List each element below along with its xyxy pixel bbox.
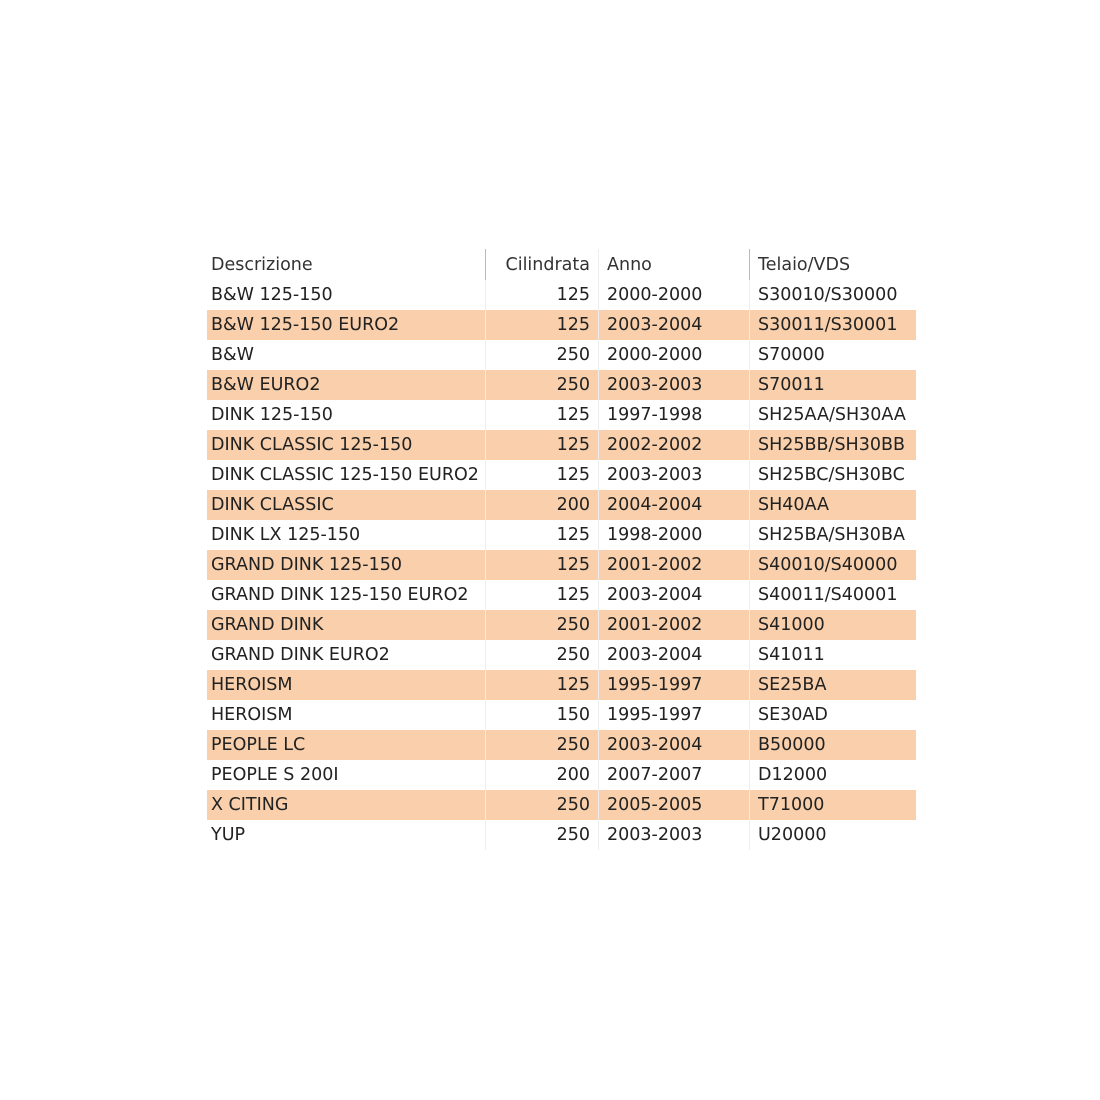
cell-telaio: S70000 [758,345,825,365]
cell-descrizione: GRAND DINK 125-150 EURO2 [207,580,486,610]
cell-cilindrata: 250 [486,370,599,400]
table-row[interactable] [207,400,916,430]
table-row[interactable] [207,460,916,490]
models-table [207,249,916,850]
cell-anno: 2002-2002 [599,430,750,460]
cell-telaio: S70011 [750,370,917,400]
cell-cilindrata: 250 [486,820,599,850]
cell-cilindrata: 250 [486,730,599,760]
table-row[interactable] [207,790,916,820]
col-header-cilindrata[interactable]: Cilindrata [486,249,599,280]
cell-descrizione: X CITING [207,790,486,820]
cell-cilindrata: 250 [486,610,599,640]
col-header-descrizione[interactable]: Descrizione [207,249,486,280]
cell-descrizione: DINK CLASSIC [207,490,486,520]
table-row[interactable] [207,820,916,850]
table-row[interactable] [207,490,916,520]
cell-descrizione: GRAND DINK EURO2 [207,640,486,670]
cell-anno: 1997-1998 [599,400,750,430]
cell-anno: 2003-2004 [599,730,750,760]
cell-cilindrata: 125 [486,460,599,490]
cell-cilindrata: 150 [486,700,599,730]
table-row[interactable] [207,700,916,730]
table-row[interactable] [207,520,916,550]
cell-telaio: S30011/S30001 [750,310,917,340]
cell-anno: 2003-2004 [599,310,750,340]
cell-telaio: SH25BB/SH30BB [750,430,917,460]
cell-anno: 2007-2007 [599,760,750,790]
cell-telaio: SH25BA/SH30BA [758,525,905,545]
cell-anno: 2001-2002 [599,610,750,640]
cell-anno: 2003-2004 [599,580,750,610]
cell-cilindrata: 125 [486,280,599,310]
cell-anno: 2003-2003 [599,370,750,400]
cell-descrizione: GRAND DINK [207,610,486,640]
table-row[interactable] [207,370,916,400]
cell-telaio: S40010/S40000 [750,550,917,580]
cell-anno: 2003-2003 [599,460,750,490]
cell-descrizione: DINK LX 125-150 [207,520,486,550]
cell-cilindrata: 125 [486,550,599,580]
cell-telaio: S40011/S40001 [758,585,898,605]
cell-cilindrata: 200 [486,760,599,790]
cell-cilindrata: 125 [486,310,599,340]
cell-descrizione: HEROISM [207,670,486,700]
cell-anno: 2005-2005 [599,790,750,820]
cell-anno: 2004-2004 [599,490,750,520]
cell-descrizione: B&W 125-150 EURO2 [207,310,486,340]
table-row[interactable] [207,670,916,700]
table-row[interactable] [207,730,916,760]
cell-telaio: B50000 [750,730,917,760]
cell-telaio: S41011 [758,645,825,665]
cell-descrizione: HEROISM [207,700,486,730]
cell-anno: 2003-2004 [599,640,750,670]
cell-cilindrata: 125 [486,520,599,550]
cell-telaio: SE30AD [758,705,828,725]
table-row[interactable] [207,580,916,610]
cell-descrizione: DINK 125-150 [207,400,486,430]
cell-descrizione: B&W [207,340,486,370]
cell-descrizione: B&W 125-150 [207,280,486,310]
cell-telaio: T71000 [750,790,917,820]
cell-descrizione: B&W EURO2 [207,370,486,400]
cell-cilindrata: 250 [486,340,599,370]
cell-telaio: S30010/S30000 [758,285,898,305]
cell-anno: 1998-2000 [599,520,750,550]
table-row[interactable] [207,430,916,460]
cell-telaio: SH25AA/SH30AA [758,405,906,425]
cell-anno: 1995-1997 [599,700,750,730]
cell-descrizione: PEOPLE LC [207,730,486,760]
cell-cilindrata: 125 [486,430,599,460]
cell-cilindrata: 125 [486,400,599,430]
cell-descrizione: PEOPLE S 200I [207,760,486,790]
table-row[interactable] [207,340,916,370]
table-row[interactable] [207,550,916,580]
cell-anno: 2001-2002 [599,550,750,580]
cell-cilindrata: 250 [486,790,599,820]
cell-descrizione: DINK CLASSIC 125-150 [207,430,486,460]
cell-telaio: S41000 [750,610,917,640]
cell-telaio: D12000 [758,765,828,785]
cell-cilindrata: 125 [486,670,599,700]
cell-descrizione: YUP [207,820,486,850]
cell-telaio: SH40AA [750,490,917,520]
cell-anno: 2000-2000 [599,280,750,310]
table-header-row [207,249,916,280]
table-row[interactable] [207,610,916,640]
cell-telaio: SH25BC/SH30BC [758,465,905,485]
col-header-anno[interactable]: Anno [599,249,750,280]
cell-telaio: SE25BA [750,670,917,700]
cell-cilindrata: 125 [486,580,599,610]
table-row[interactable] [207,640,916,670]
table-row[interactable] [207,280,916,310]
table-row[interactable] [207,760,916,790]
table-body [207,280,916,850]
cell-cilindrata: 200 [486,490,599,520]
table-row[interactable] [207,310,916,340]
cell-cilindrata: 250 [486,640,599,670]
cell-anno: 2000-2000 [599,340,750,370]
cell-anno: 2003-2003 [599,820,750,850]
col-header-telaio[interactable]: Telaio/VDS [758,254,851,275]
cell-descrizione: GRAND DINK 125-150 [207,550,486,580]
cell-descrizione: DINK CLASSIC 125-150 EURO2 [207,460,486,490]
cell-telaio: U20000 [758,825,827,845]
cell-anno: 1995-1997 [599,670,750,700]
